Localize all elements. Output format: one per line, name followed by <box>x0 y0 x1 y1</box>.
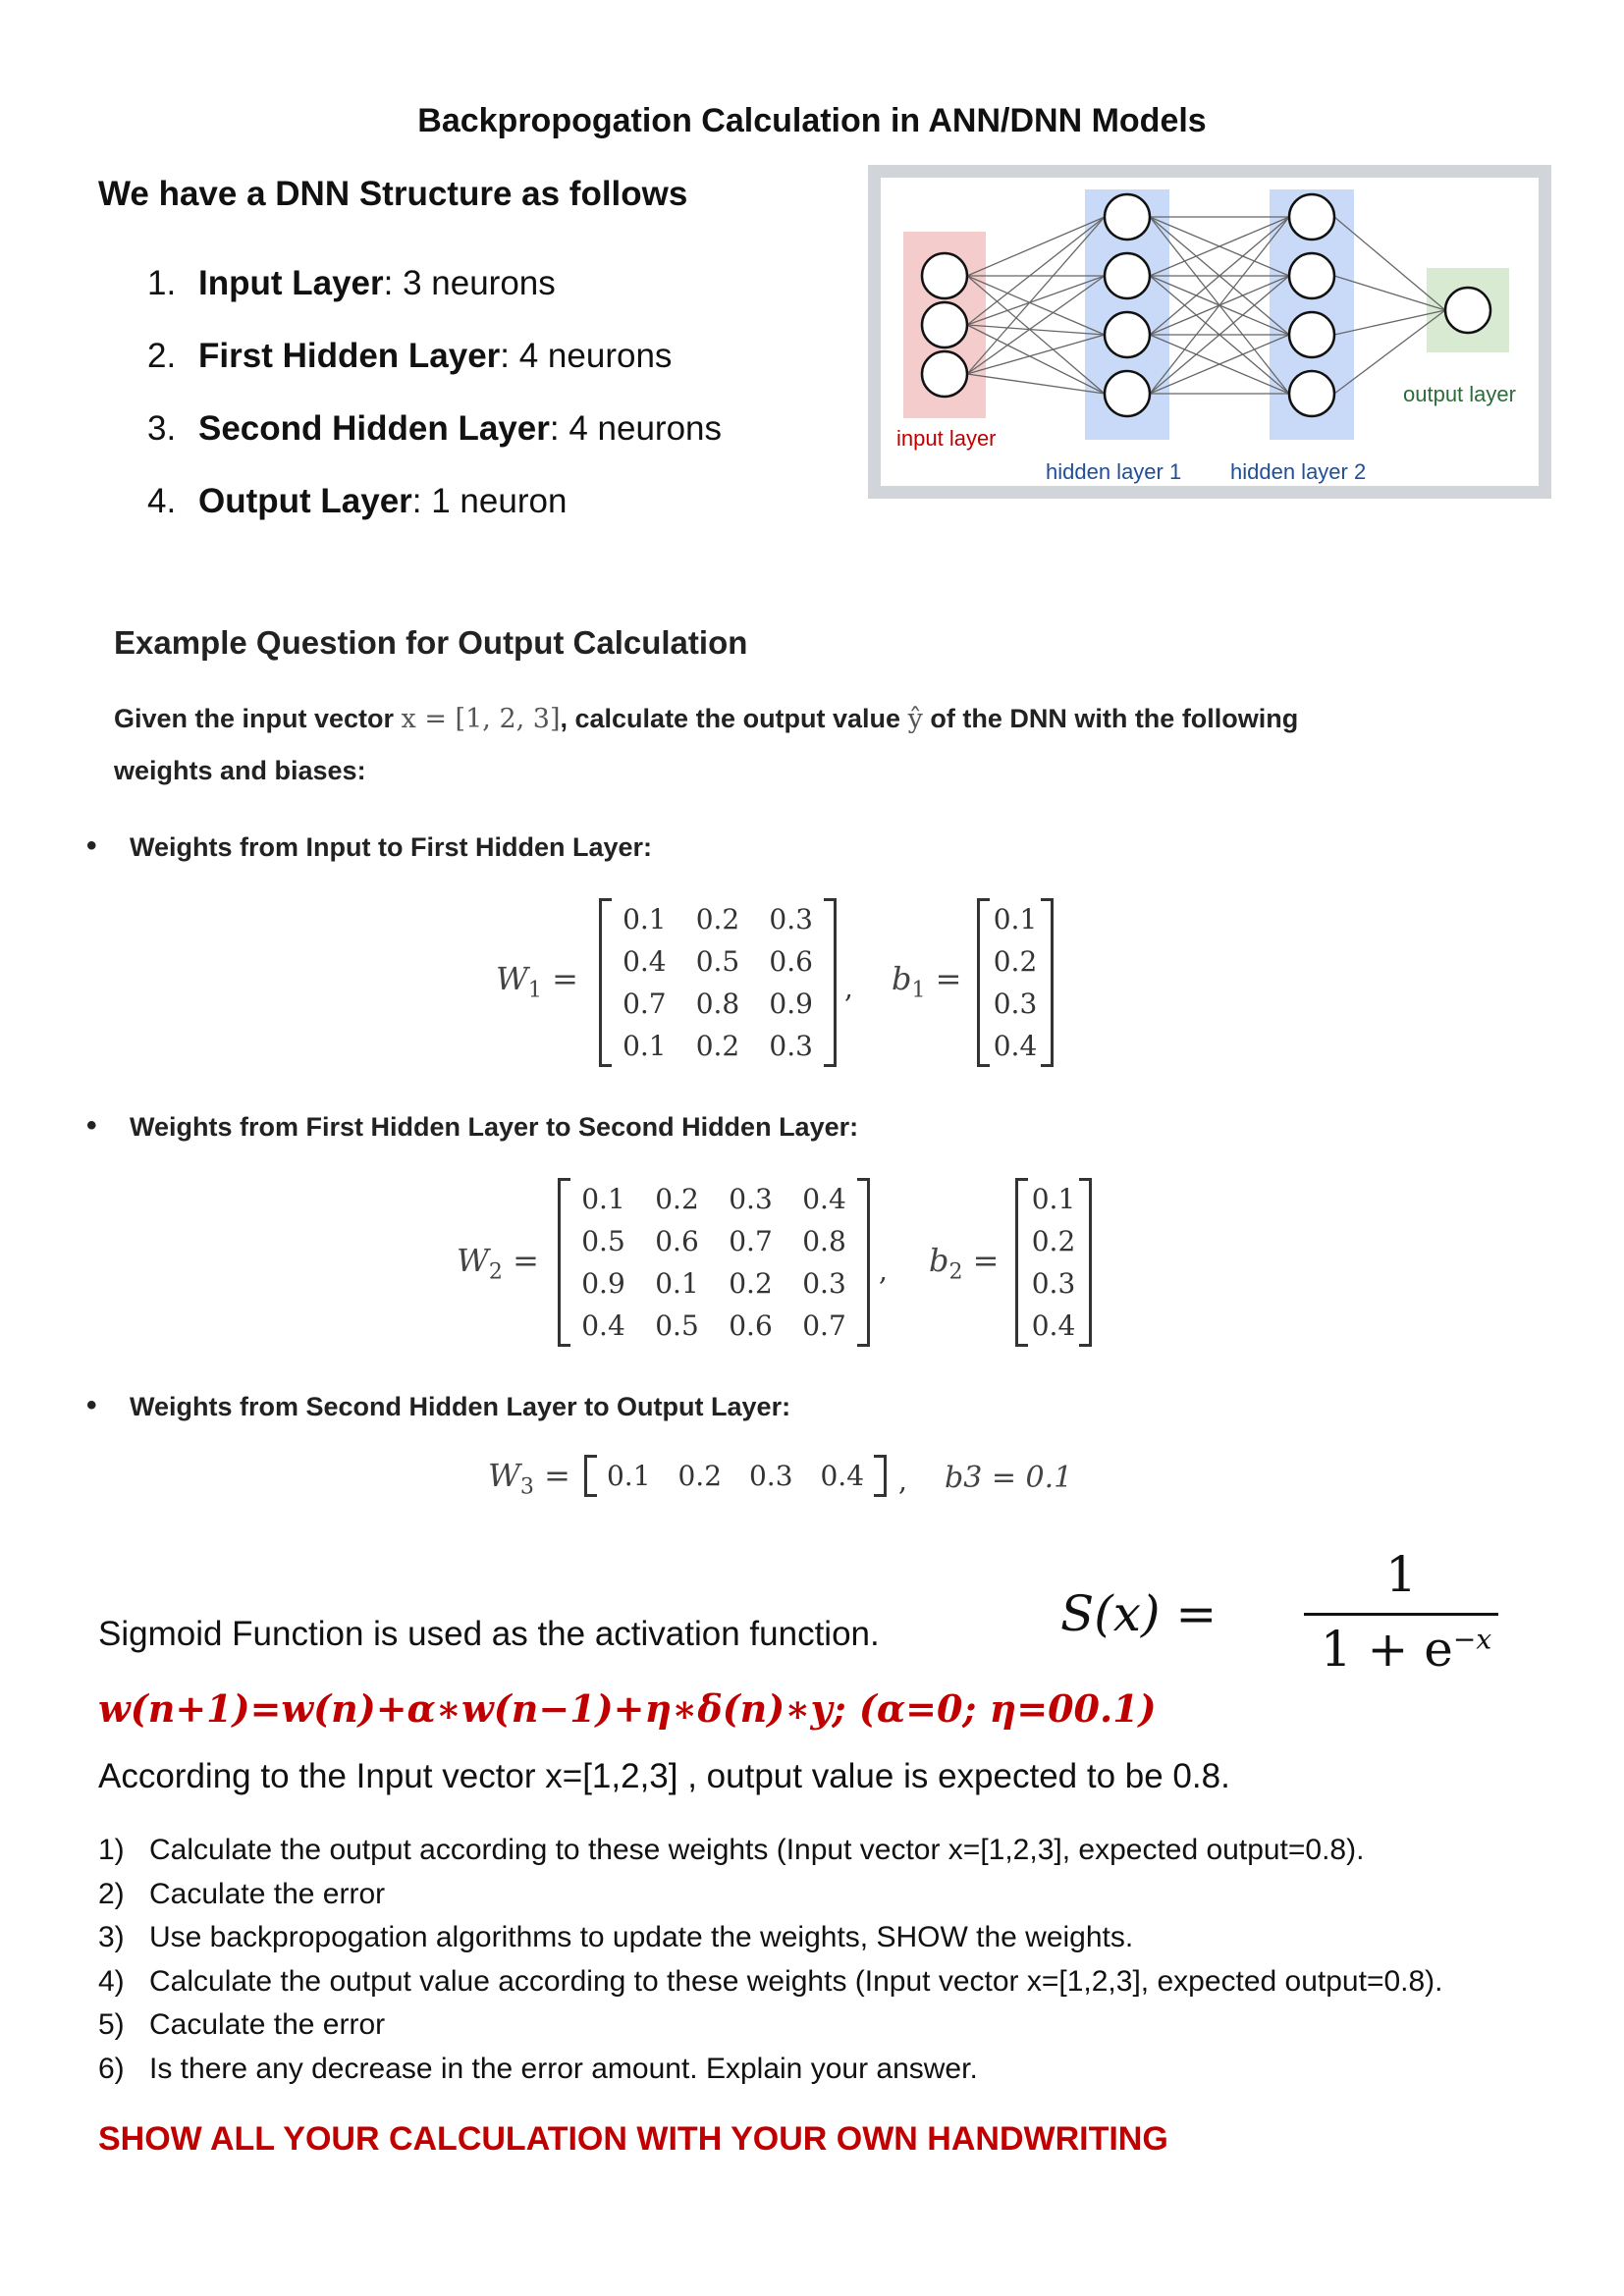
w2-cell: 0.4 <box>581 1309 625 1342</box>
task-item <box>98 1916 1443 1960</box>
layer-desc: : 1 neuron <box>411 482 568 520</box>
w2-cell: 0.5 <box>655 1309 699 1342</box>
layer-number: 1. <box>147 264 177 302</box>
task-text: Caculate the error <box>149 2008 386 2041</box>
example-title: Example Question for Output Calculation <box>114 624 748 661</box>
question-text: weights and biases: <box>114 756 366 785</box>
b2-cell: 0.2 <box>1031 1225 1076 1257</box>
w2-cell: 0.3 <box>729 1183 773 1215</box>
w1-cell: 0.5 <box>695 945 740 978</box>
neuron-node <box>1289 253 1334 298</box>
w2-cell: 0.3 <box>802 1267 846 1300</box>
sigmoid-description: Sigmoid Function is used as the activation function. <box>98 1615 880 1653</box>
b1-label: $b_1$ = <box>892 960 962 1003</box>
task-text: Use backpropogation algorithms to update the weights, SHOW the weights. <box>149 1921 1134 1953</box>
connection-line <box>967 217 1105 374</box>
w3-cell: 0.4 <box>820 1460 865 1492</box>
connection-line <box>967 335 1105 374</box>
b2-vector-grid <box>1018 1178 1089 1347</box>
w1-cell: 0.2 <box>695 903 740 935</box>
network-diagram <box>868 165 1551 499</box>
b1-vector <box>977 898 1054 1067</box>
w3-vector-grid <box>587 1455 884 1497</box>
w1-heading: • Weights from Input to First Hidden Layer: <box>130 832 652 863</box>
layer-name: First Hidden Layer <box>198 337 501 375</box>
weight-update-rule: w(n+1)=w(n)+α∗w(n−1)+η∗δ(n)∗y; (α=0; η=00.1) <box>98 1686 1157 1731</box>
connection-line <box>967 217 1105 325</box>
task-text: Is there any decrease in the error amount. Explain your answer. <box>149 2052 978 2085</box>
w2-cell: 0.2 <box>729 1267 773 1300</box>
task-text: Caculate the error <box>149 1877 386 1910</box>
layer-desc: : 3 neurons <box>383 264 556 302</box>
task-number: 2) <box>98 1877 125 1910</box>
w3-cell: 0.3 <box>748 1460 793 1492</box>
connection-line <box>967 217 1105 276</box>
neuron-node <box>1105 371 1150 416</box>
neuron-node <box>1289 194 1334 240</box>
neuron-node <box>922 302 967 347</box>
w2-cell: 0.5 <box>581 1225 625 1257</box>
layer-item <box>147 465 722 538</box>
separator-comma: , <box>898 1465 907 1497</box>
w2-cell: 0.1 <box>581 1183 625 1215</box>
task-item <box>98 1873 1443 1917</box>
task-text: Calculate the output according to these weights (Input vector x=[1,2,3], expected output=0.8). <box>149 1834 1365 1866</box>
output-symbol: ŷ <box>907 704 923 734</box>
layer-number: 2. <box>147 337 177 375</box>
b2-letter: b <box>929 1242 949 1279</box>
w2-subscript: 2 <box>488 1259 503 1285</box>
w1-cell: 0.4 <box>623 945 667 978</box>
formula-lhs: S(x) = <box>1060 1585 1218 1642</box>
formula-denominator <box>1308 1621 1504 1678</box>
layer-desc: : 4 neurons <box>549 409 722 448</box>
formula-numerator: 1 <box>1385 1546 1417 1603</box>
w2-matrix <box>558 1178 870 1347</box>
example-question <box>114 693 1390 796</box>
network-diagram-svg <box>881 178 1539 486</box>
page-title: Backpropogation Calculation in ANN/DNN Models <box>417 102 1207 139</box>
layer-item <box>147 320 722 393</box>
b1-subscript: 1 <box>911 978 926 1003</box>
w1-matrix-grid <box>602 898 834 1067</box>
task-item <box>98 2003 1443 2048</box>
w2-cell: 0.1 <box>655 1267 699 1300</box>
w2-cell: 0.2 <box>655 1183 699 1215</box>
b2-vector <box>1015 1178 1092 1347</box>
w2-cell: 0.9 <box>581 1267 625 1300</box>
layer-desc: : 4 neurons <box>500 337 673 375</box>
input-vector-expr: x = [1, 2, 3] <box>401 704 561 734</box>
w2-cell: 0.4 <box>802 1183 846 1215</box>
w2-cell: 0.7 <box>729 1225 773 1257</box>
expected-output-statement: According to the Input vector x=[1,2,3] , output value is expected to be 0.8. <box>98 1757 1230 1795</box>
neuron-node <box>1445 288 1490 333</box>
w1-cell: 0.8 <box>695 988 740 1020</box>
w2-cell: 0.7 <box>802 1309 846 1342</box>
b1-cell: 0.3 <box>993 988 1038 1020</box>
handwriting-warning: SHOW ALL YOUR CALCULATION WITH YOUR OWN HANDWRITING <box>98 2120 1168 2158</box>
w2-label: $W_2$ = <box>457 1242 539 1285</box>
neuron-node <box>1105 253 1150 298</box>
layer-number: 3. <box>147 409 177 448</box>
connection-lines <box>967 217 1445 394</box>
w2-cell: 0.6 <box>729 1309 773 1342</box>
task-item <box>98 1960 1443 2004</box>
fraction-bar <box>1304 1613 1498 1616</box>
w1-label: $W_1$ = <box>496 960 578 1003</box>
w1-matrix <box>599 898 837 1067</box>
layer-name: Second Hidden Layer <box>198 409 550 448</box>
task-item <box>98 1829 1443 1873</box>
w3-heading: • Weights from Second Hidden Layer to Output Layer: <box>130 1392 790 1422</box>
w2-cell: 0.8 <box>802 1225 846 1257</box>
w1-cell: 0.1 <box>623 1030 667 1062</box>
b1-vector-grid <box>980 898 1051 1067</box>
neuron-node <box>1289 371 1334 416</box>
b2-subscript: 2 <box>948 1259 963 1285</box>
w1-cell: 0.2 <box>695 1030 740 1062</box>
w3-subscript: 3 <box>519 1474 534 1500</box>
task-number: 5) <box>98 2008 125 2041</box>
separator-comma: , <box>879 1255 888 1287</box>
w2-letter: W <box>457 1242 489 1279</box>
w3-letter: W <box>488 1457 520 1494</box>
w3-cell: 0.2 <box>677 1460 723 1492</box>
b1-cell: 0.2 <box>993 945 1038 978</box>
w3-cell: 0.1 <box>606 1460 651 1492</box>
task-list <box>98 1829 1443 2091</box>
output-layer-label: output layer <box>1403 382 1516 406</box>
neuron-node <box>922 253 967 298</box>
neuron-node <box>1105 312 1150 357</box>
question-text: , calculate the output value <box>560 704 908 733</box>
w1-cell: 0.3 <box>769 1030 813 1062</box>
layer-name: Input Layer <box>198 264 384 302</box>
w1-subscript: 1 <box>527 978 542 1003</box>
denominator-base: 1 + e <box>1320 1621 1453 1678</box>
b1-letter: b <box>892 960 912 997</box>
neuron-node <box>1289 312 1334 357</box>
task-number: 3) <box>98 1921 125 1953</box>
b2-label: $b_2$ = <box>929 1242 1000 1285</box>
b2-cell: 0.1 <box>1031 1183 1076 1215</box>
neuron-node <box>922 351 967 397</box>
w1-cell: 0.1 <box>623 903 667 935</box>
task-number: 6) <box>98 2052 125 2085</box>
task-number: 1) <box>98 1834 125 1866</box>
w2-matrix-grid <box>561 1178 867 1347</box>
layer-number: 4. <box>147 482 177 520</box>
separator-comma: , <box>844 972 853 1004</box>
w2-heading: • Weights from First Hidden Layer to Second Hidden Layer: <box>130 1112 858 1143</box>
connection-line <box>967 276 1105 325</box>
w2-cell: 0.6 <box>655 1225 699 1257</box>
question-text: of the DNN with the following <box>922 704 1299 733</box>
layer-name: Output Layer <box>198 482 412 520</box>
layer-list <box>147 247 722 538</box>
w1-cell: 0.3 <box>769 903 813 935</box>
task-text: Calculate the output value according to these weights (Input vector x=[1,2,3], expected output=0.8). <box>149 1964 1443 1998</box>
denominator-exponent: −x <box>1452 1623 1492 1656</box>
hidden-layer-1-label: hidden layer 1 <box>1046 459 1182 484</box>
b2-cell: 0.4 <box>1031 1309 1076 1342</box>
b1-cell: 0.1 <box>993 903 1038 935</box>
w3-vector <box>584 1455 887 1497</box>
w1-cell: 0.9 <box>769 988 813 1020</box>
structure-intro: We have a DNN Structure as follows <box>98 175 688 213</box>
task-item <box>98 2048 1443 2092</box>
question-text: Given the input vector <box>114 704 402 733</box>
input-layer-label: input layer <box>896 426 997 451</box>
task-number: 4) <box>98 1964 125 1998</box>
w1-letter: W <box>496 960 528 997</box>
w1-cell: 0.7 <box>623 988 667 1020</box>
b1-cell: 0.4 <box>993 1030 1038 1062</box>
layer-item <box>147 393 722 465</box>
w3-label: $W_3$ = <box>488 1457 570 1500</box>
b3-expression: b3 = 0.1 <box>945 1461 1073 1495</box>
layer-item <box>147 247 722 320</box>
neuron-node <box>1105 194 1150 240</box>
w1-cell: 0.6 <box>769 945 813 978</box>
hidden-layer-2-label: hidden layer 2 <box>1230 459 1367 484</box>
b2-cell: 0.3 <box>1031 1267 1076 1300</box>
